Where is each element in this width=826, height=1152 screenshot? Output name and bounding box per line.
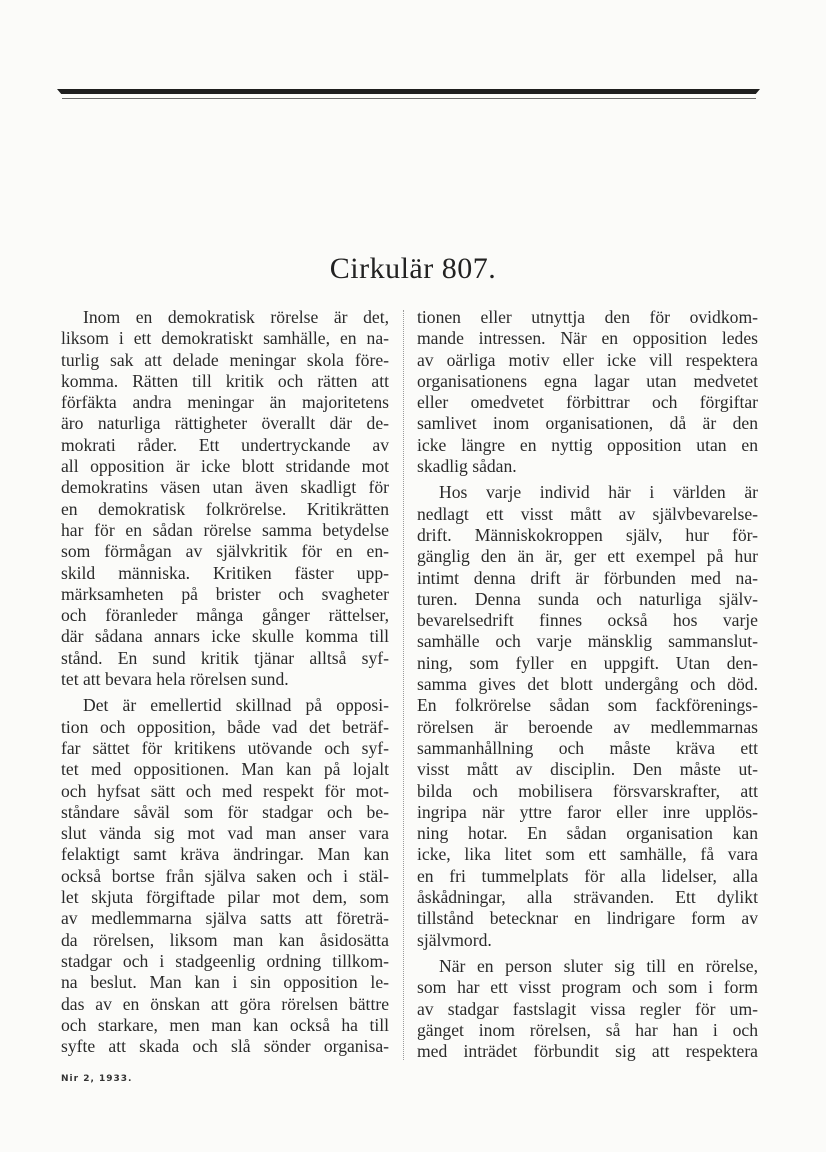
text-line: icke längre en nyttig opposition utan en <box>417 434 758 455</box>
text-line: stånd. En sund kritik tjänar alltså syf- <box>61 647 389 668</box>
text-line: ning, som fyller en uppgift. Utan den- <box>417 652 758 673</box>
page-title: Cirkulär 807. <box>329 252 497 285</box>
text-line: sammanhållning och måste kräva ett <box>417 737 758 758</box>
text-line: samma gives det blott undergång och död. <box>417 674 758 695</box>
text-line: tet att bevara hela rörelsen sund. <box>61 669 289 690</box>
text-line: organisationens egna lagar utan medvetet <box>417 370 758 391</box>
paragraph <box>417 482 758 951</box>
text-line: samhälle och varje mänsklig sammanslut- <box>417 631 758 652</box>
text-line: mande intressen. När en opposition ledes <box>417 328 758 349</box>
text-line: felaktigt samt kräva ändringar. Man kan <box>61 844 389 865</box>
text-line: gänget inom rörelsen, så har han i och <box>417 1019 758 1040</box>
text-line: da rörelsen, liksom man kan åsidosätta <box>61 929 389 950</box>
text-line: en demokratisk folkrörelse. Kritikrätten <box>61 498 389 519</box>
text-line: också bortse från själva saken och i stäl- <box>61 865 389 886</box>
column-divider <box>403 310 404 1060</box>
text-line: bilda och mobilisera försvarskrafter, att <box>417 780 758 801</box>
text-line: ståndare såväl som för stadgar och be- <box>61 801 389 822</box>
text-line: självmord. <box>417 929 492 950</box>
text-line: ingripa när yttre faror eller inre upplös- <box>417 801 758 822</box>
text-line: demokratins väsen utan även skadligt för <box>61 477 389 498</box>
text-line: skadlig sådan. <box>417 456 517 477</box>
paragraph <box>417 956 758 1062</box>
text-line: åskådningar, alla strävanden. Ett dylikt <box>417 887 758 908</box>
text-line: Inom en demokratisk rörelse är det, <box>83 307 389 327</box>
text-line: förfäkta andra meningar än majoritetens <box>61 392 389 413</box>
text-line: gänglig den än är, ger ett exempel på hur <box>417 546 758 567</box>
text-line: har för en sådan rörelse samma betydelse <box>61 519 389 540</box>
paragraph <box>61 307 389 690</box>
text-line: far sättet för kritikens utövande och syf- <box>61 737 389 758</box>
text-line: med inträdet förbundit sig att respektera <box>417 1041 758 1062</box>
text-line: av stadgar fastslagit vissa regler för um- <box>417 998 758 1019</box>
header-rule-thick <box>57 89 760 94</box>
left-column <box>61 307 389 1062</box>
text-line: tet med oppositionen. Man kan på lojalt <box>61 759 389 780</box>
text-line: märksamheten på brister och svagheter <box>61 583 389 604</box>
text-line: stadgar och i stadgeenlig ordning tillkom- <box>61 950 389 971</box>
paragraph <box>417 307 758 477</box>
text-line: En folkrörelse sådan som fackförenings- <box>417 695 758 716</box>
text-line: skild människa. Kritiken fäster upp- <box>61 562 389 583</box>
text-line: intimt denna drift är förbunden med na- <box>417 567 758 588</box>
right-column <box>417 307 758 1067</box>
text-line: eller omedvetet förbittrar och förgiftar <box>417 392 758 413</box>
text-line: tionen eller utnyttja den för ovidkom- <box>417 307 758 327</box>
text-line: som förmågan av självkritik för en en- <box>61 541 389 562</box>
text-line: turen. Denna sunda och naturliga själv- <box>417 588 758 609</box>
text-line: das av en önskan att göra rörelsen bättre <box>61 993 389 1014</box>
text-line: och föranleder många gånger rättelser, <box>61 605 389 626</box>
text-line: ning hotar. En sådan organisation kan <box>417 823 758 844</box>
text-line: turlig sak att delade meningar skola före- <box>61 349 389 370</box>
text-line: icke, lika litet som ett samhälle, få vara <box>417 844 758 865</box>
text-line: och starkare, men man kan också ha till <box>61 1014 389 1035</box>
text-line: som har ett visst program och som i form <box>417 977 758 998</box>
text-line: tion och opposition, både vad det beträf- <box>61 716 389 737</box>
text-line: all opposition är icke blott stridande mot <box>61 456 389 477</box>
text-line: visst mått av disciplin. Den måste ut- <box>417 759 758 780</box>
text-line: liksom i ett demokratiskt samhälle, en na- <box>61 328 389 349</box>
text-line: och hyfsat sätt och med respekt för mot- <box>61 780 389 801</box>
issue-footer: Nir 2, 1933. <box>61 1074 133 1084</box>
text-line: drift. Människokroppen själv, hur för- <box>417 524 758 545</box>
text-line: där sådana annars icke skulle komma till <box>61 626 389 647</box>
text-line: rörelsen är beroende av medlemmarnas <box>417 716 758 737</box>
text-line: en fri tummelplats för alla lidelser, alla <box>417 865 758 886</box>
text-line: samlivet inom organisationen, då är den <box>417 413 758 434</box>
text-line: let skjuta förgiftade pilar mot dem, som <box>61 887 389 908</box>
text-line: När en person sluter sig till en rörelse, <box>439 955 758 976</box>
text-line: Det är emellertid skillnad på opposi- <box>83 695 389 716</box>
header-rule-thin <box>62 98 756 99</box>
text-line: av medlemmarna själva satts att företrä- <box>61 908 389 929</box>
text-line: bevarelsedrift finnes också hos varje <box>417 610 758 631</box>
text-line: av oärliga motiv eller icke vill respektera <box>417 349 758 370</box>
text-line: syfte att skada och slå sönder organisa- <box>61 1036 389 1057</box>
text-line: Hos varje individ här i världen är <box>439 482 758 503</box>
text-line: komma. Rätten till kritik och rätten att <box>61 370 389 391</box>
text-line: tillstånd betecknar en lindrigare form av <box>417 908 758 929</box>
text-line: slut vända sig mot vad man anser vara <box>61 823 389 844</box>
text-line: äro naturliga rättigheter överallt där de- <box>61 413 389 434</box>
text-line: nedlagt ett visst mått av självbevarelse- <box>417 503 758 524</box>
paragraph <box>61 695 389 1057</box>
text-line: mokrati råder. Ett undertryckande av <box>61 434 389 455</box>
text-line: na beslut. Man kan i sin opposition le- <box>61 972 389 993</box>
